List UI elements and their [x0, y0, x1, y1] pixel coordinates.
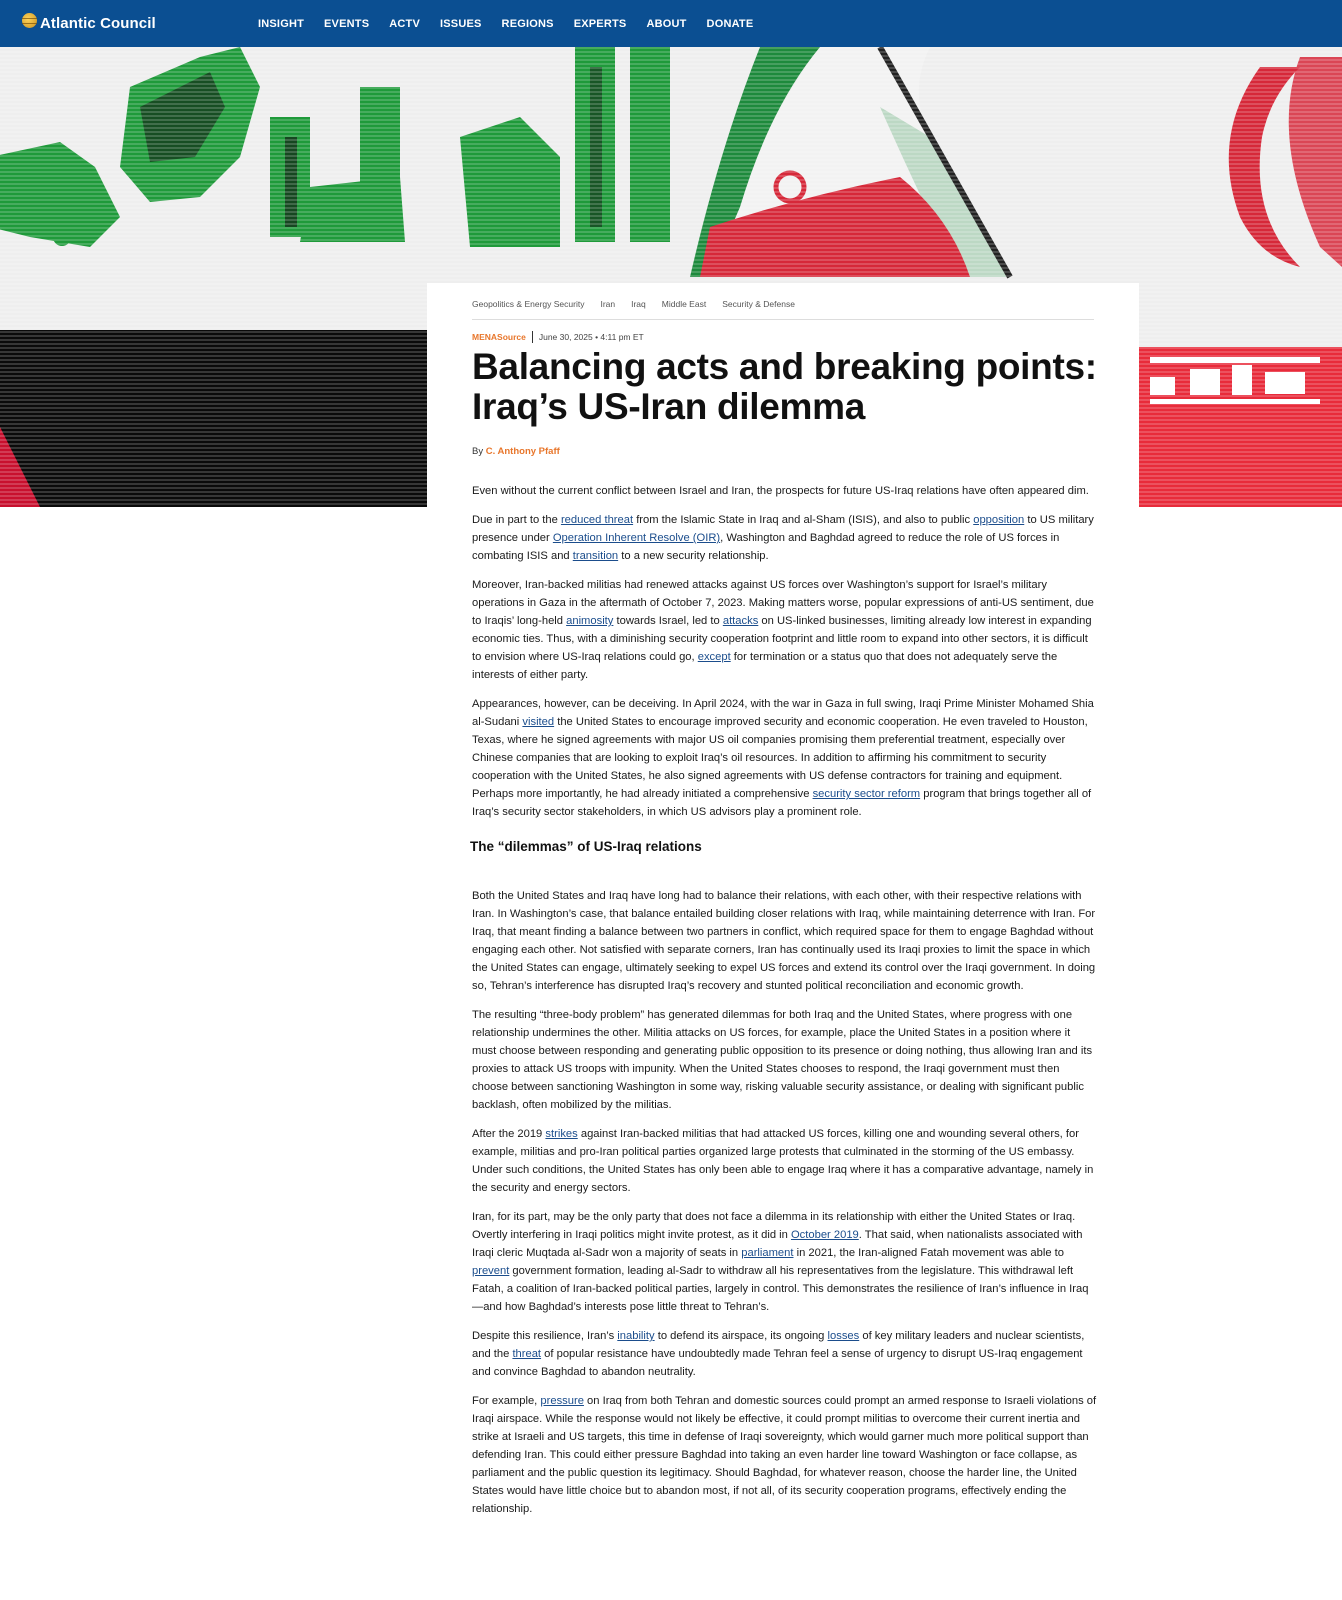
tag-security-defense[interactable]: Security & Defense	[722, 299, 795, 309]
text: to defend its airspace, its ongoing	[654, 1330, 828, 1342]
text: to a new security relationship.	[618, 550, 769, 562]
nav-actv[interactable]: ACTV	[389, 17, 420, 30]
text: on Iraq from both Tehran and domestic sources could prompt an armed response to Israeli violations of Iraqi airspace. While the response would not likely be effective, it could prompt militias to overcome their current inertia and strike at Israeli and US targets, this time in defense of Iraqi sovereignty, which would garner much more political support than defending Iran. This could either pressure Baghdad into taking an even harder line toward Washington or face collapse, as parliament and the public question its legitimacy. Should Baghdad, for whatever reason, choose the harder line, the United States would have little choice but to abandon most, if not all, of its security cooperation programs, effectively ending the relationship.	[472, 1395, 1097, 1515]
text: the United States to encourage improved security and economic cooperation. He even traveled to Houston, Texas, where he signed agreements with major US oil companies promising them preferential treatment, especially over Chinese companies that are looking to exploit Iraq’s oil resources. In addition to affirming his commitment to security cooperation with the United States, he also signed agreements with US defense contractors for training and equipment. Perhaps more importantly, he had already initiated a comprehensive	[472, 716, 1088, 800]
article-meta	[472, 331, 644, 343]
paragraph-8	[472, 1208, 1097, 1316]
nav-experts[interactable]: EXPERTS	[573, 17, 627, 30]
paragraph-5: Both the United States and Iraq have long had to balance their relations, with each other, with their respective relations with Iran. In Washington’s case, that balance entailed building closer relations with Iraq, while maintaining deterrence with Iran. For Iraq, that meant finding a balance between two partners in conflict, which required space for them to engage Baghdad without engaging each other. Not satisfied with separate corners, Iran has continually used its Iraqi proxies to limit the space in which the United States can engage, ultimately seeking to expel US forces and extend its control over the Iraqi government. In doing so, Tehran’s interference has disrupted Iraq’s recovery and stunted political reconciliation and economic growth.	[472, 890, 1096, 992]
divider	[472, 319, 1094, 320]
site-logo[interactable]	[22, 11, 156, 35]
section-heading: The “dilemmas” of US-Iraq relations	[470, 839, 702, 854]
link-october-2019[interactable]: October 2019	[790, 1229, 859, 1241]
tag-iran[interactable]: Iran	[600, 299, 616, 309]
text: For example,	[472, 1395, 541, 1407]
link-inability[interactable]: inability	[617, 1330, 655, 1342]
article-card	[427, 283, 1139, 1600]
text: Despite this resilience, Iran’s	[472, 1330, 618, 1342]
link-strikes[interactable]: strikes	[545, 1128, 578, 1140]
paragraph-2	[472, 511, 1097, 565]
link-security-sector-reform[interactable]: security sector reform	[812, 788, 921, 800]
text: of key military leaders and nuclear scientists, and the	[472, 1330, 1085, 1360]
link-transition[interactable]: transition	[572, 550, 619, 562]
nav-issues[interactable]: ISSUES	[439, 17, 482, 30]
text: , Washington and Baghdad agreed to reduce the role of US forces in combating ISIS and	[472, 532, 1060, 562]
link-attacks[interactable]: attacks	[722, 615, 759, 627]
link-losses[interactable]: losses	[827, 1330, 860, 1342]
text: for termination or a status quo that does not adequately serve the interests of either party.	[472, 651, 1058, 681]
text: from the Islamic State in Iraq and al-Sham (ISIS), and also to public	[633, 514, 974, 526]
nav-regions[interactable]: REGIONS	[501, 17, 554, 30]
link-visited[interactable]: visited	[522, 716, 555, 728]
paragraph-9	[472, 1327, 1097, 1381]
link-prevent[interactable]: prevent	[472, 1265, 510, 1277]
article-body	[472, 482, 1097, 1529]
text: Appearances, however, can be deceiving. In April 2024, with the war in Gaza in full swing, Iraqi Prime Minister Mohamed Shia al-Sudani	[472, 698, 1094, 728]
topic-tags	[472, 299, 811, 309]
link-parliament[interactable]: parliament	[741, 1247, 794, 1259]
text: against Iran-backed militias that had attacked US forces, killing one and wounding several others, for example, militias and pro-Iran political parties organized large protests that culminated in the storming of the US embassy. Under such conditions, the United States has only been able to engage Iraq where it has a comparative advantage, namely in the security and energy sectors.	[472, 1128, 1094, 1194]
link-except[interactable]: except	[697, 651, 731, 663]
tag-geopolitics[interactable]: Geopolitics & Energy Security	[472, 299, 585, 309]
text: program that brings together all of Iraq’s security sector stakeholders, in which US advisors play a prominent role.	[472, 788, 1092, 818]
link-pressure[interactable]: pressure	[540, 1395, 584, 1407]
paragraph-7	[472, 1125, 1097, 1197]
text: Iran, for its part, may be the only party that does not face a dilemma in its relationship with either the United States or Iraq. Overtly interfering in Iraqi politics might invite protest, as it did in	[472, 1211, 1076, 1241]
text: of popular resistance have undoubtedly made Tehran feel a sense of urgency to disrupt US-Iraq engagement and convince Baghdad to abandon neutrality.	[472, 1348, 1083, 1378]
main-menu	[258, 0, 773, 47]
top-nav	[0, 0, 1342, 47]
text: After the 2019	[472, 1128, 546, 1140]
publish-date: June 30, 2025 • 4:11 pm ET	[538, 332, 644, 342]
text: in 2021, the Iran-aligned Fatah movement was able to	[793, 1247, 1065, 1259]
byline-prefix: By	[472, 446, 486, 457]
link-opposition[interactable]: opposition	[973, 514, 1025, 526]
nav-events[interactable]: EVENTS	[324, 17, 370, 30]
tag-iraq[interactable]: Iraq	[631, 299, 646, 309]
paragraph-3	[472, 576, 1097, 684]
text: Moreover, Iran-backed militias had renewed attacks against US forces over Washington’s support for Israel’s military operations in Gaza in the aftermath of October 7, 2023. Making matters worse, popular expressions of anti-US sentiment, due to Iraqis’ long-held	[472, 579, 1094, 627]
text: on US-linked businesses, limiting already low interest in expanding economic ties. Thus, with a diminishing security cooperation footprint and little room to expand into other sectors, it is difficult to envision where US-Iraq relations could go,	[472, 615, 1092, 663]
link-threat[interactable]: threat	[512, 1348, 542, 1360]
paragraph-10	[472, 1392, 1097, 1518]
author-link[interactable]: C. Anthony Pfaff	[485, 446, 560, 457]
text: government formation, leading al-Sadr to withdraw all his representatives from the legislature. This withdrawal left Fatah, a coalition of Iran-backed political parties, largely in control. This demonstrates the resilience of Iran’s influence in Iraq—and how Baghdad’s interests pose little threat to Tehran’s.	[472, 1265, 1089, 1313]
paragraph-6: The resulting “three-body problem” has generated dilemmas for both Iraq and the United States, where progress with one relationship undermines the other. Militia attacks on US forces, for example, place the United States in a position where it must choose between responding and generating public opposition to its presence or doing nothing, thus allowing Iran and its proxies to attack US troops with impunity. When the United States chooses to respond, the Iraqi government must then choose between sanctioning Washington in some way, risking valuable security assistance, or dealing with significant public backlash, often mobilized by the militias.	[472, 1009, 1093, 1111]
meta-separator	[532, 331, 533, 343]
link-reduced-threat[interactable]: reduced threat	[560, 514, 634, 526]
text: to US military presence under	[472, 514, 1094, 544]
text: . That said, when nationalists associated with Iraqi cleric Muqtada al-Sadr won a majority of seats in	[472, 1229, 1083, 1259]
nav-about[interactable]: ABOUT	[646, 17, 687, 30]
paragraph-1: Even without the current conflict between Israel and Iran, the prospects for future US-Iraq relations have often appeared dim.	[472, 485, 1089, 497]
link-oir[interactable]: Operation Inherent Resolve (OIR)	[552, 532, 721, 544]
logo-text: Atlantic Council	[40, 14, 156, 32]
text: towards Israel, led to	[613, 615, 723, 627]
paragraph-4	[472, 695, 1097, 821]
article-title: Balancing acts and breaking points: Iraq’s US-Iran dilemma	[472, 346, 1097, 427]
link-animosity[interactable]: animosity	[566, 615, 614, 627]
globe-logo-icon	[22, 13, 37, 28]
source-label[interactable]: MENASource	[472, 332, 526, 342]
nav-donate[interactable]: DONATE	[706, 17, 754, 30]
byline	[472, 446, 560, 457]
text: Due in part to the	[472, 514, 561, 526]
tag-middle-east[interactable]: Middle East	[661, 299, 707, 309]
nav-insight[interactable]: INSIGHT	[258, 17, 305, 30]
